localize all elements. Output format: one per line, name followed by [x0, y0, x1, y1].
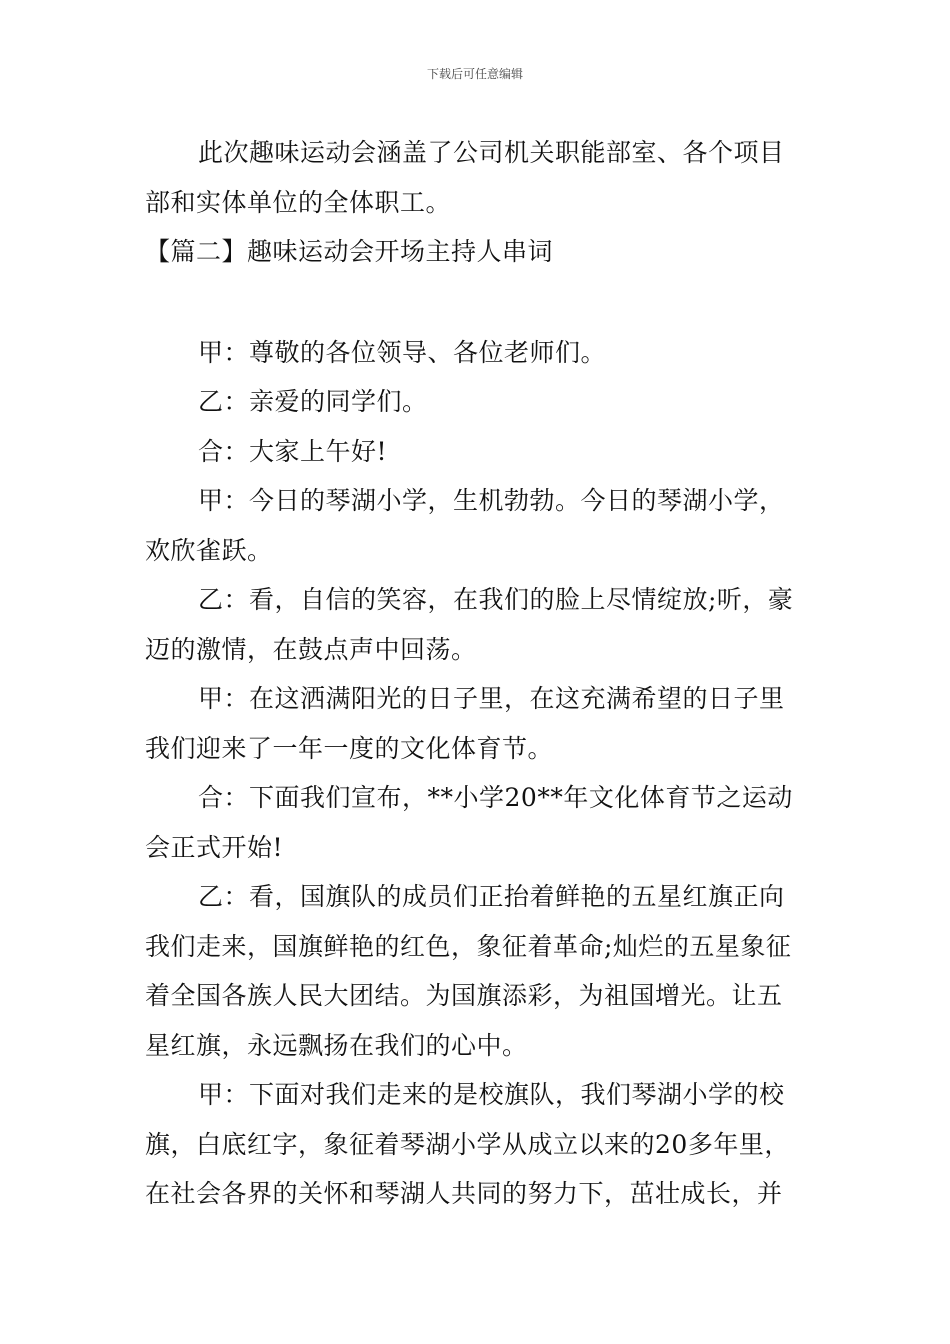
- text-line: 星红旗，永远飘扬在我们的心中。: [145, 1030, 528, 1060]
- text-line: 合：下面我们宣布，**小学20**年文化体育节之运动: [198, 783, 793, 812]
- text-line: 甲：尊敬的各位领导、各位老师们。: [198, 337, 607, 367]
- text-line: 着全国各族人民大团结。为国旗添彩，为祖国增光。让五: [145, 981, 783, 1010]
- section-heading: 【篇二】趣味运动会开场主持人串词: [145, 237, 554, 266]
- text-line: 旗，白底红字，象征着琴湖小学从成立以来的20多年里，: [145, 1129, 790, 1159]
- text-line: 合：大家上午好!: [198, 436, 388, 466]
- text-line: 我们走来，国旗鲜艳的红色，象征着革命;灿烂的五星象征: [145, 931, 792, 961]
- text-line: 我们迎来了一年一度的文化体育节。: [145, 733, 554, 763]
- document-body: [145, 128, 810, 1219]
- text-line: 乙：看，国旗队的成员们正抬着鲜艳的五星红旗正向: [198, 882, 785, 911]
- text-line: 迈的激情，在鼓点声中回荡。: [145, 634, 477, 664]
- text-line: 乙：亲爱的同学们。: [198, 387, 428, 416]
- text-line: 甲：今日的琴湖小学，生机勃勃。今日的琴湖小学，: [198, 486, 785, 515]
- text-line: 甲：在这洒满阳光的日子里，在这充满希望的日子里: [198, 684, 785, 713]
- text-line: 此次趣味运动会涵盖了公司机关职能部室、各个项目: [198, 138, 785, 167]
- blank-line: [145, 277, 810, 328]
- text-line: 欢欣雀跃。: [145, 535, 273, 565]
- text-line: 乙：看，自信的笑容，在我们的脸上尽情绽放;听，豪: [198, 585, 794, 614]
- text-line: 甲：下面对我们走来的是校旗队，我们琴湖小学的校: [198, 1080, 785, 1109]
- text-line: 在社会各界的关怀和琴湖人共同的努力下，茁壮成长，并: [145, 1179, 783, 1208]
- text-line: 会正式开始!: [145, 832, 284, 862]
- page-header: 下载后可任意编辑: [426, 67, 523, 81]
- text-line: 部和实体单位的全体职工。: [145, 187, 452, 217]
